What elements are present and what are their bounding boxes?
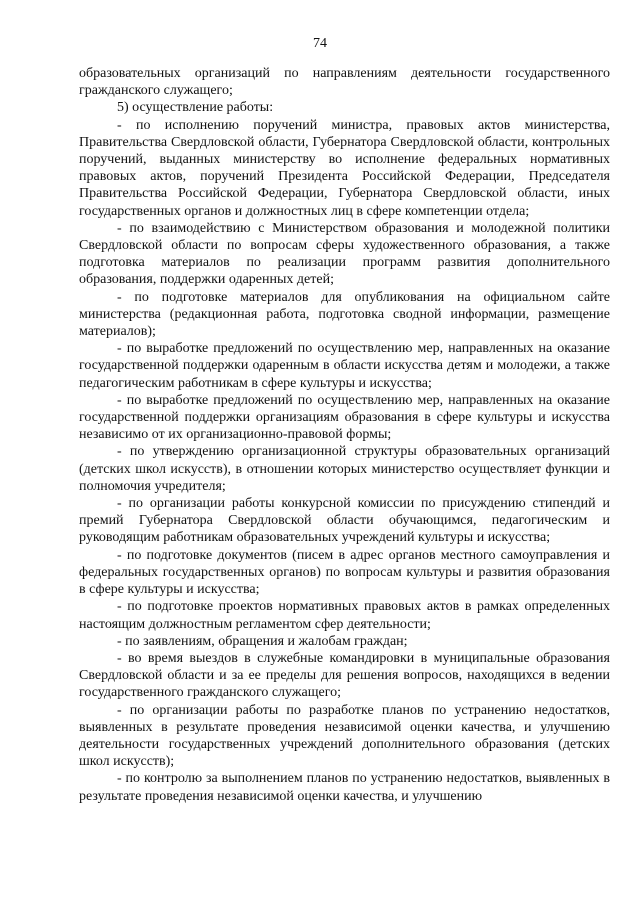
list-item: - по утверждению организационной структуры образовательных организаций (детских школ искусств), в отношении которых министерство осуществляет функции и полномочия учредителя; xyxy=(79,444,610,494)
page-number: 74 xyxy=(313,36,327,51)
list-item: - по подготовке проектов нормативных правовых актов в рамках определенных настоящим должностным регламентом сфер деятельности; xyxy=(79,599,610,632)
list-item: - по заявлениям, обращения и жалобам граждан; xyxy=(117,633,408,649)
list-item: - по взаимодействию с Министерством образования и молодежной политики Свердловской области по вопросам сферы художественного образования, а также подготовка материалов по реализации программ развития дополнительного образования, поддержки одаренных детей; xyxy=(79,220,610,288)
paragraph-section-5: 5) осуществление работы: xyxy=(117,100,274,116)
list-item: - по организации работы по разработке планов по устранению недостатков, выявленных в результате проведения независимой оценки качества, и улучшению деятельности государственных учреждений дополнительного образования (детских школ искусств); xyxy=(79,702,610,770)
document-body xyxy=(79,65,610,805)
list-item: - по подготовке документов (писем в адрес органов местного самоуправления и федеральных государственных органов) по вопросам культуры и развития образования в сфере культуры и искусства; xyxy=(79,547,610,598)
list-item: - во время выездов в служебные командировки в муниципальные образования Свердловской области и за ее пределы для решения вопросов, находящихся в ведении государственного гражданского служащего; xyxy=(79,650,610,701)
list-item: - по организации работы конкурсной комиссии по присуждению стипендий и премий Губернатора Свердловской области обучающимся, педагогическим и руководящим работникам образовательных учреждений культуры и искусства; xyxy=(79,496,610,546)
list-item: - по исполнению поручений министра, правовых актов министерства, Правительства Свердловской области, Губернатора Свердловской области, контрольных поручений, выданных министерству во исполнение федеральных нормативных правовых актов, поручений Президента Российской Федерации, Председателя Правительства Российской Федерации, Губернатора Свердловской области, иных государственных органов и должностных лиц в сфере компетенции отдела; xyxy=(79,117,610,219)
list-item: - по контролю за выполнением планов по устранению недостатков, выявленных в результате проведения независимой оценки качества, и улучшению xyxy=(79,771,610,804)
list-item: - по подготовке материалов для опубликования на официальном сайте министерства (редакционная работа, подготовка сводной информации, размещение материалов); xyxy=(79,289,610,340)
list-item: - по выработке предложений по осуществлению мер, направленных на оказание государственной поддержки организациям образования в сфере культуры и искусства независимо от их организационно-правовой формы; xyxy=(79,392,610,443)
list-item: - по выработке предложений по осуществлению мер, направленных на оказание государственной поддержки одаренным в области искусства детям и молодежи, а также педагогическим работникам в сфере культуры и искусства; xyxy=(79,341,610,391)
paragraph-continuation: образовательных организаций по направлениям деятельности государственного гражданского служащего; xyxy=(79,66,610,99)
